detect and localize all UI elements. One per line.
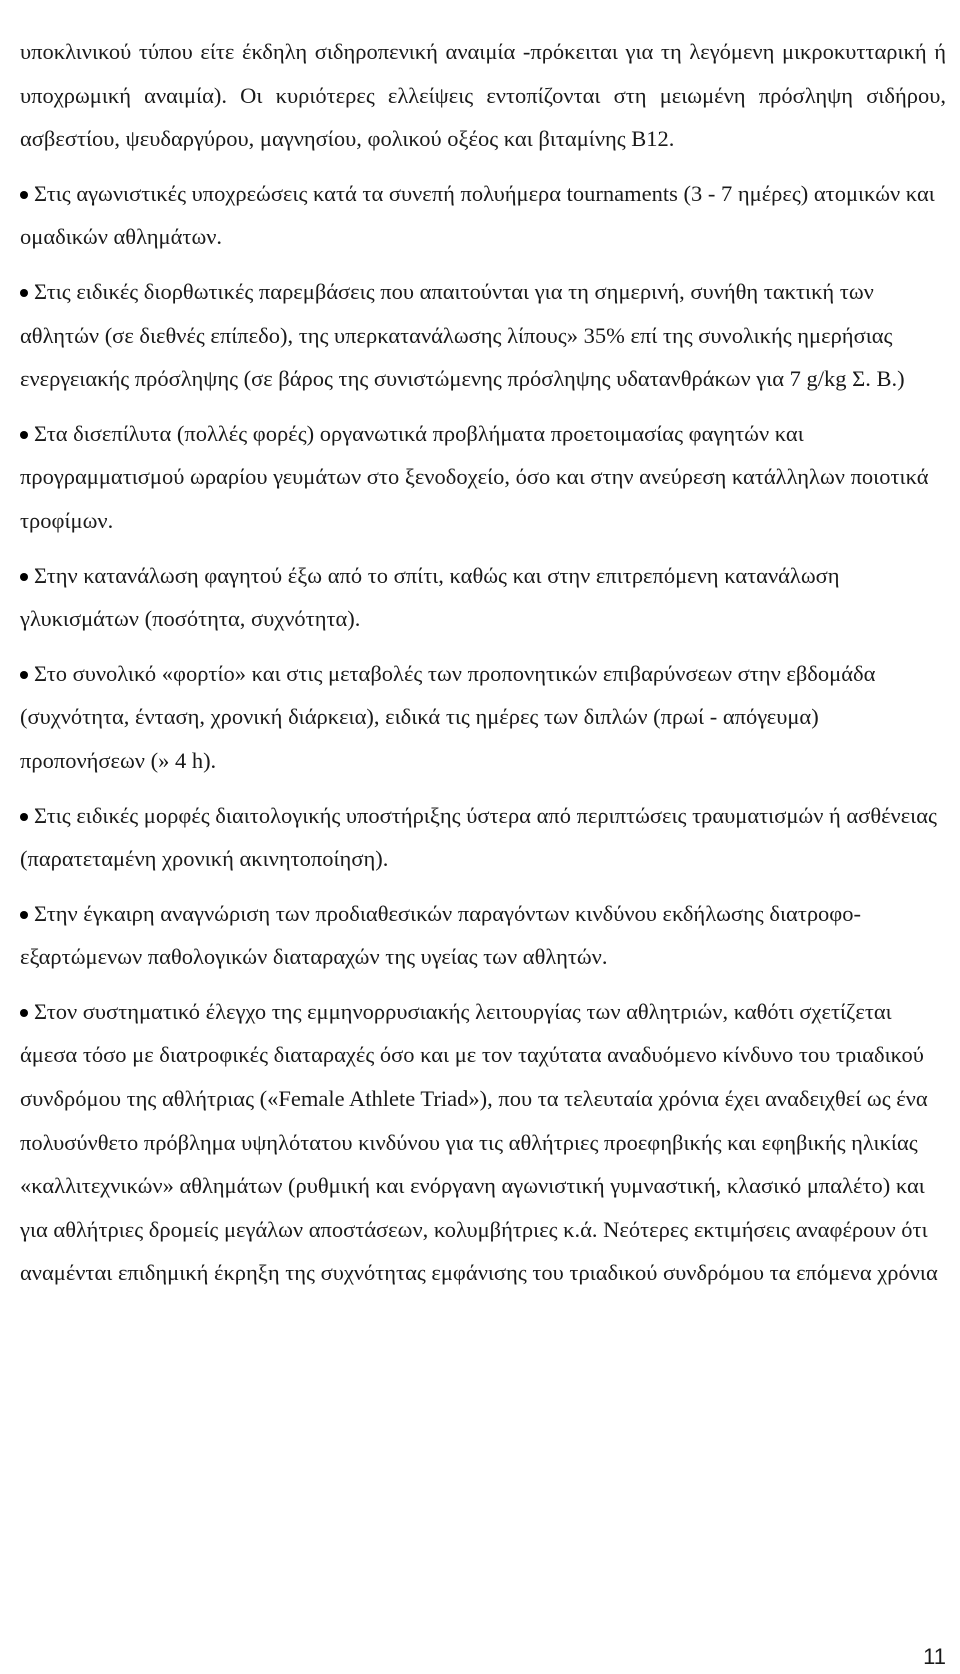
bullet-icon bbox=[20, 671, 28, 679]
list-item bbox=[20, 892, 946, 979]
document-body bbox=[20, 30, 946, 1295]
bullet-icon bbox=[20, 289, 28, 297]
list-item-text: Στην κατανάλωση φαγητού έξω από το σπίτι, καθώς και στην επιτρεπόμενη κατανάλωση γλυκισμάτων (ποσότητα, συχνότητα). bbox=[20, 562, 840, 632]
list-item bbox=[20, 172, 946, 259]
list-item bbox=[20, 412, 946, 543]
bullet-icon bbox=[20, 1009, 28, 1017]
list-item-text: Στην έγκαιρη αναγνώριση των προδιαθεσικών παραγόντων κινδύνου εκδήλωσης διατροφο-εξαρτώμενων παθολογικών διαταραχών της υγείας των αθλητών. bbox=[20, 900, 862, 970]
bullet-icon bbox=[20, 573, 28, 581]
list-item-text: Στα δισεπίλυτα (πολλές φορές) οργανωτικά προβλήματα προετοιμασίας φαγητών και προγραμματισμού ωραρίου γευμάτων στο ξενοδοχείο, όσο και στην ανεύρεση κατάλληλων ποιοτικά τροφίμων. bbox=[20, 420, 929, 533]
list-item bbox=[20, 794, 946, 881]
list-item-text: Στις ειδικές μορφές διαιτολογικής υποστήριξης ύστερα από περιπτώσεις τραυματισμών ή ασθένειας (παρατεταμένη χρονική ακινητοποίηση). bbox=[20, 802, 937, 872]
list-item-text: Στον συστηματικό έλεγχο της εμμηνορρυσιακής λειτουργίας των αθλητριών, καθότι σχετίζεται άμεσα τόσο με διατροφικές διαταραχές όσο και με τον ταχύτατα αναδυόμενο κίνδυνο του τριαδικού συνδρόμου της αθλήτριας («Female Athlete Triad»), που τα τελευταία χρόνια έχει αναδειχθεί ως ένα πολυσύνθετο πρόβλημα υψηλότατου κινδύνου για τις αθλήτριες προεφηβικής και εφηβικής ηλικίας «καλλιτεχνικών» αθλημάτων (ρυθμική και ενόργανη αγωνιστική γυμναστική, κλασικό μπαλέτο) και για αθλήτριες δρομείς μεγάλων αποστάσεων, κολυμβήτριες κ.ά. Νεότερες εκτιμήσεις αναφέρουν ότι αναμένται επιδημική έκρηξη της συχνότητας εμφάνισης του τριαδικού συνδρόμου τα επόμενα χρόνια bbox=[20, 998, 938, 1286]
list-item bbox=[20, 990, 946, 1295]
list-item-text: Στις ειδικές διορθωτικές παρεμβάσεις που απαιτούνται για τη σημερινή, συνήθη τακτική των αθλητών (σε διεθνές επίπεδο), της υπερκατανάλωσης λίπους» 35% επί της συνολικής ημερήσιας ενεργειακής πρόσληψης (σε βάρος της συνιστώμενης πρόσληψης υδατανθράκων για 7 g/kg Σ. Β.) bbox=[20, 278, 905, 392]
list-item-text: Στις αγωνιστικές υποχρεώσεις κατά τα συνεπή πολυήμερα tournaments (3 - 7 ημέρες) ατομικών και ομαδικών αθλημάτων. bbox=[20, 180, 935, 250]
list-item-text: Στο συνολικό «φορτίο» και στις μεταβολές των προπονητικών επιβαρύνσεων στην εβδομάδα (συχνότητα, ένταση, χρονική διάρκεια), ειδικά τις ημέρες των διπλών (πρωί - απόγευμα) προπονήσεων (» 4 h). bbox=[20, 660, 876, 773]
page-number: 11 bbox=[923, 1644, 946, 1669]
list-item bbox=[20, 554, 946, 641]
list-item bbox=[20, 270, 946, 401]
list-item bbox=[20, 652, 946, 783]
bullet-icon bbox=[20, 431, 28, 439]
bullet-icon bbox=[20, 911, 28, 919]
bullet-icon bbox=[20, 191, 28, 199]
bullet-icon bbox=[20, 813, 28, 821]
intro-paragraph: υποκλινικού τύπου είτε έκδηλη σιδηροπενική αναιμία -πρόκειται για τη λεγόμενη μικροκυτταρική ή υποχρωμική αναιμία). Οι κυριότερες ελλείψεις εντοπίζονται στη μειωμένη πρόσληψη σιδήρου, ασβεστίου, ψευδαργύρου, μαγνησίου, φολικού οξέος και βιταμίνης Β12. bbox=[20, 39, 946, 152]
